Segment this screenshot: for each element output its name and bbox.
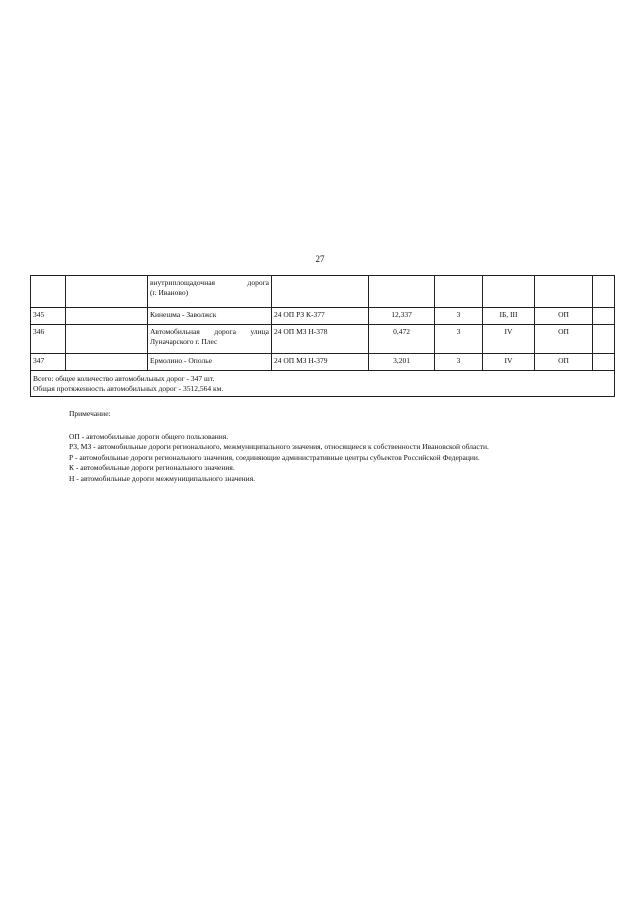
legend-item: Р - автомобильные дороги регионального значения, соединяющие административные центры субъектов Российской Федерации. bbox=[69, 452, 480, 462]
table-row bbox=[31, 276, 615, 308]
note-title: Примечание: bbox=[69, 409, 111, 418]
table-row bbox=[31, 308, 615, 325]
length-cell: 0,472 bbox=[369, 325, 435, 354]
page-number: 27 bbox=[315, 254, 325, 264]
total-cell bbox=[31, 371, 615, 397]
row-number-cell: 345 bbox=[31, 308, 66, 325]
lanes-cell: 3 bbox=[435, 325, 483, 354]
road-name-line: внутриплощадочная дорога bbox=[150, 278, 269, 287]
empty-cell bbox=[593, 276, 615, 308]
road-code-cell: 24 ОП МЗ Н-378 bbox=[272, 325, 369, 354]
road-name-cell bbox=[148, 325, 272, 354]
roads-table bbox=[30, 275, 615, 397]
table-row bbox=[31, 325, 615, 354]
road-code-cell bbox=[272, 276, 369, 308]
lanes-cell: 3 bbox=[435, 308, 483, 325]
type-cell bbox=[535, 276, 593, 308]
category-cell: IV bbox=[483, 325, 535, 354]
legend-item: ОП - автомобильные дороги общего пользования. bbox=[69, 432, 229, 441]
road-name-cell bbox=[148, 354, 272, 371]
total-length: Общая протяженность автомобильных дорог - 3512,564 км. bbox=[33, 384, 224, 393]
road-name-line: Кинешма - Заволжск bbox=[150, 310, 217, 319]
empty-cell bbox=[593, 354, 615, 371]
legend-item: РЗ, МЗ - автомобильные дороги регионального, межмуниципального значения, относящиеся к собственности Ивановской области. bbox=[69, 442, 489, 452]
road-name-line: Луначарского г. Плес bbox=[150, 337, 218, 346]
note-legend bbox=[69, 432, 489, 484]
road-name-cell bbox=[148, 308, 272, 325]
total-count: Всего: общее количество автомобильных дорог - 347 шт. bbox=[33, 374, 215, 383]
type-cell: ОП bbox=[535, 354, 593, 371]
road-name-line: Ермолино - Ополье bbox=[150, 356, 212, 365]
type-cell: ОП bbox=[535, 325, 593, 354]
category-cell bbox=[483, 276, 535, 308]
category-cell: IБ, III bbox=[483, 308, 535, 325]
type-cell: ОП bbox=[535, 308, 593, 325]
empty-cell bbox=[593, 325, 615, 354]
road-name-line: (г. Иваново) bbox=[150, 288, 189, 297]
table-row bbox=[31, 354, 615, 371]
empty-cell bbox=[66, 308, 148, 325]
legend-item: Н - автомобильные дороги межмуниципального значения. bbox=[69, 473, 256, 483]
length-cell: 3,201 bbox=[369, 354, 435, 371]
empty-cell bbox=[66, 354, 148, 371]
row-number-cell bbox=[31, 276, 66, 308]
road-name-line: Автомобильная дорога улица bbox=[150, 327, 269, 336]
legend-item: К - автомобильные дороги регионального значения. bbox=[69, 463, 235, 473]
row-number-cell: 346 bbox=[31, 325, 66, 354]
empty-cell bbox=[593, 308, 615, 325]
road-code-cell: 24 ОП РЗ К-377 bbox=[272, 308, 369, 325]
empty-cell bbox=[66, 325, 148, 354]
road-name-cell bbox=[148, 276, 272, 308]
length-cell: 12,337 bbox=[369, 308, 435, 325]
length-cell bbox=[369, 276, 435, 308]
row-number-cell: 347 bbox=[31, 354, 66, 371]
category-cell: IV bbox=[483, 354, 535, 371]
lanes-cell bbox=[435, 276, 483, 308]
lanes-cell: 3 bbox=[435, 354, 483, 371]
road-code-cell: 24 ОП МЗ Н-379 bbox=[272, 354, 369, 371]
total-row bbox=[31, 371, 615, 397]
empty-cell bbox=[66, 276, 148, 308]
